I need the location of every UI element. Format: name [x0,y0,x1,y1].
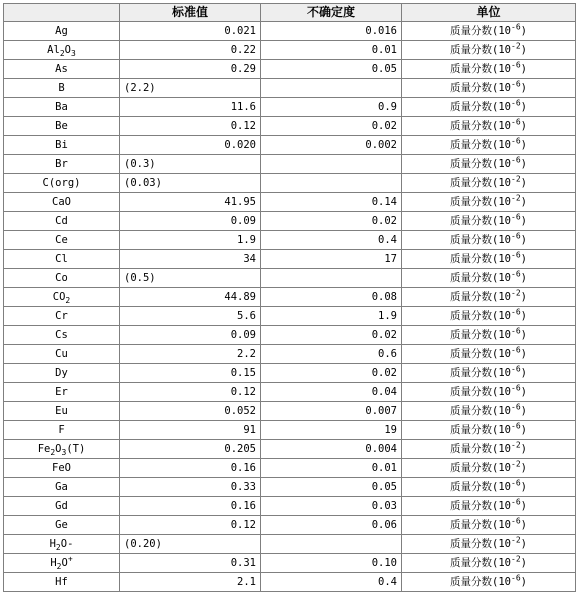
uncertainty-cell: 0.10 [261,554,402,573]
element-cell: Er [4,383,120,402]
table-row [4,136,576,155]
uncertainty-cell: 0.01 [261,41,402,60]
element-cell: Be [4,117,120,136]
standard-value-cell: 5.6 [120,307,261,326]
unit-cell: 质量分数$(10^{-2})$ [402,288,576,307]
table-row [4,345,576,364]
standard-value-cell: 91 [120,421,261,440]
header-uncertainty: 不确定度 [261,4,402,22]
unit-cell: 质量分数$(10^{-6})$ [402,516,576,535]
unit-cell: 质量分数$(10^{-6})$ [402,402,576,421]
element-cell: Br [4,155,120,174]
element-cell: Ba [4,98,120,117]
standard-value-cell: (0.03) [120,174,261,193]
table-row [4,440,576,459]
uncertainty-cell: 0.06 [261,516,402,535]
table-row [4,459,576,478]
element-cell: F [4,421,120,440]
unit-cell: 质量分数$(10^{-2})$ [402,174,576,193]
element-cell: Gd [4,497,120,516]
unit-cell: 质量分数$(10^{-6})$ [402,269,576,288]
uncertainty-cell: 0.004 [261,440,402,459]
uncertainty-cell: 0.02 [261,326,402,345]
unit-cell: 质量分数$(10^{-6})$ [402,60,576,79]
unit-cell: 质量分数$(10^{-6})$ [402,79,576,98]
table-row [4,41,576,60]
table-row [4,22,576,41]
standard-value-cell: 0.12 [120,117,261,136]
standard-value-cell: 2.1 [120,573,261,592]
reference-values-table [3,3,576,592]
uncertainty-cell [261,269,402,288]
element-cell: $H_2O^+$ [4,554,120,573]
element-cell: C(org) [4,174,120,193]
uncertainty-cell: 0.02 [261,364,402,383]
table-row [4,60,576,79]
table-row [4,117,576,136]
uncertainty-cell [261,535,402,554]
standard-value-cell: 0.09 [120,212,261,231]
standard-value-cell: 2.2 [120,345,261,364]
standard-value-cell: 44.89 [120,288,261,307]
element-cell: B [4,79,120,98]
element-cell: Cr [4,307,120,326]
uncertainty-cell [261,174,402,193]
table-row [4,402,576,421]
uncertainty-cell: 0.04 [261,383,402,402]
table-row [4,516,576,535]
element-cell: FeO [4,459,120,478]
element-cell: Cl [4,250,120,269]
table-row [4,307,576,326]
standard-value-cell: 0.33 [120,478,261,497]
header-element [4,4,120,22]
table-row [4,421,576,440]
element-cell: Ge [4,516,120,535]
standard-value-cell: 0.16 [120,459,261,478]
unit-cell: 质量分数$(10^{-6})$ [402,22,576,41]
unit-cell: 质量分数$(10^{-6})$ [402,155,576,174]
table-row [4,79,576,98]
standard-value-cell: 0.021 [120,22,261,41]
element-cell: Hf [4,573,120,592]
standard-value-cell: (0.5) [120,269,261,288]
table-row [4,155,576,174]
standard-value-cell: 1.9 [120,231,261,250]
standard-value-cell: 0.15 [120,364,261,383]
unit-cell: 质量分数$(10^{-6})$ [402,212,576,231]
standard-value-cell: (0.20) [120,535,261,554]
unit-cell: 质量分数$(10^{-6})$ [402,307,576,326]
unit-cell: 质量分数$(10^{-2})$ [402,41,576,60]
element-cell: Eu [4,402,120,421]
unit-cell: 质量分数$(10^{-2})$ [402,193,576,212]
element-cell: Ce [4,231,120,250]
element-cell: $Fe_2O_3(T)$ [4,440,120,459]
standard-value-cell: 0.052 [120,402,261,421]
unit-cell: 质量分数$(10^{-2})$ [402,554,576,573]
uncertainty-cell [261,155,402,174]
unit-cell: 质量分数$(10^{-2})$ [402,535,576,554]
table-row [4,269,576,288]
unit-cell: 质量分数$(10^{-6})$ [402,478,576,497]
element-cell: Cd [4,212,120,231]
standard-value-cell: 41.95 [120,193,261,212]
unit-cell: 质量分数$(10^{-6})$ [402,364,576,383]
unit-cell: 质量分数$(10^{-6})$ [402,421,576,440]
uncertainty-cell: 0.01 [261,459,402,478]
uncertainty-cell: 0.4 [261,573,402,592]
standard-value-cell: 11.6 [120,98,261,117]
uncertainty-cell: 0.03 [261,497,402,516]
table-row [4,573,576,592]
element-cell: $Al_2O_3$ [4,41,120,60]
unit-cell: 质量分数$(10^{-2})$ [402,459,576,478]
uncertainty-cell: 0.4 [261,231,402,250]
header-row [4,4,576,22]
standard-value-cell: 0.22 [120,41,261,60]
table-row [4,174,576,193]
table-row [4,193,576,212]
header-standard-value: 标准值 [120,4,261,22]
table-row [4,554,576,573]
uncertainty-cell: 19 [261,421,402,440]
table-body [4,22,576,592]
unit-cell: 质量分数$(10^{-6})$ [402,250,576,269]
element-cell: Ga [4,478,120,497]
standard-value-cell: 0.020 [120,136,261,155]
uncertainty-cell: 0.02 [261,117,402,136]
uncertainty-cell: 17 [261,250,402,269]
uncertainty-cell: 0.14 [261,193,402,212]
unit-cell: 质量分数$(10^{-6})$ [402,497,576,516]
standard-value-cell: 0.12 [120,383,261,402]
uncertainty-cell: 0.05 [261,60,402,79]
standard-value-cell: 0.16 [120,497,261,516]
table-row [4,288,576,307]
uncertainty-cell: 0.007 [261,402,402,421]
element-cell: $H_2O-$ [4,535,120,554]
uncertainty-cell: 0.6 [261,345,402,364]
table-row [4,231,576,250]
standard-value-cell: (2.2) [120,79,261,98]
table-row [4,212,576,231]
unit-cell: 质量分数$(10^{-6})$ [402,117,576,136]
table-row [4,98,576,117]
element-cell: Ag [4,22,120,41]
uncertainty-cell [261,79,402,98]
element-cell: Cu [4,345,120,364]
standard-value-cell: (0.3) [120,155,261,174]
element-cell: Bi [4,136,120,155]
unit-cell: 质量分数$(10^{-6})$ [402,98,576,117]
uncertainty-cell: 0.016 [261,22,402,41]
unit-cell: 质量分数$(10^{-6})$ [402,326,576,345]
uncertainty-cell: 0.02 [261,212,402,231]
standard-value-cell: 34 [120,250,261,269]
element-cell: CaO [4,193,120,212]
element-cell: As [4,60,120,79]
element-cell: Dy [4,364,120,383]
standard-value-cell: 0.31 [120,554,261,573]
unit-cell: 质量分数$(10^{-2})$ [402,440,576,459]
element-cell: Cs [4,326,120,345]
element-cell: $CO_2$ [4,288,120,307]
unit-cell: 质量分数$(10^{-6})$ [402,573,576,592]
unit-cell: 质量分数$(10^{-6})$ [402,345,576,364]
standard-value-cell: 0.09 [120,326,261,345]
table-row [4,478,576,497]
uncertainty-cell: 0.9 [261,98,402,117]
table-row [4,326,576,345]
uncertainty-cell: 1.9 [261,307,402,326]
standard-value-cell: 0.12 [120,516,261,535]
uncertainty-cell: 0.08 [261,288,402,307]
uncertainty-cell: 0.05 [261,478,402,497]
standard-value-cell: 0.29 [120,60,261,79]
unit-cell: 质量分数$(10^{-6})$ [402,136,576,155]
header-unit: 单位 [402,4,576,22]
table-row [4,250,576,269]
unit-cell: 质量分数$(10^{-6})$ [402,231,576,250]
unit-cell: 质量分数$(10^{-6})$ [402,383,576,402]
table-row [4,383,576,402]
element-cell: Co [4,269,120,288]
standard-value-cell: 0.205 [120,440,261,459]
table-row [4,497,576,516]
uncertainty-cell: 0.002 [261,136,402,155]
table-row [4,535,576,554]
table-row [4,364,576,383]
